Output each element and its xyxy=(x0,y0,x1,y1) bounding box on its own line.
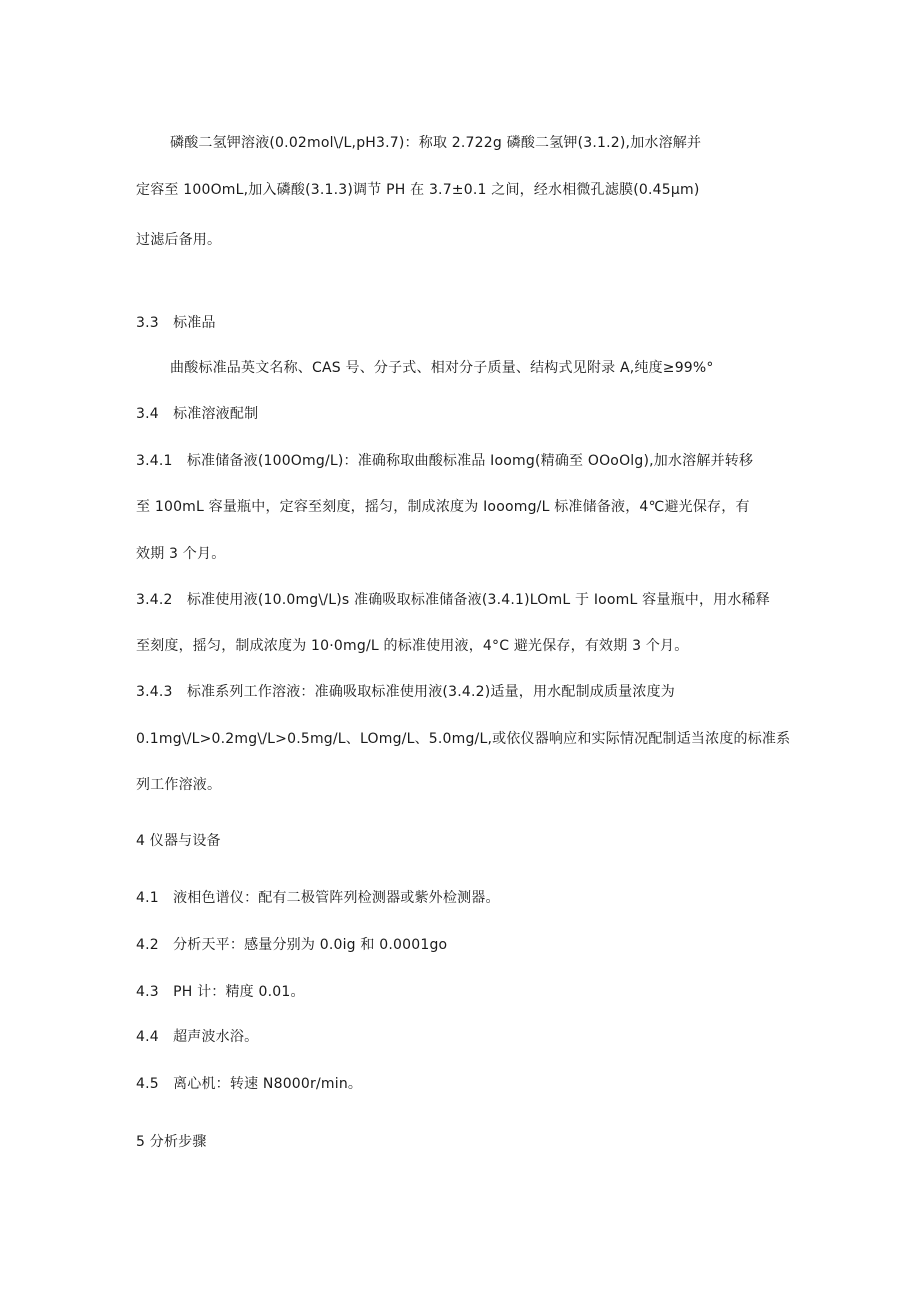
section-3-4-heading: 3.4 标准溶液配制 xyxy=(136,406,259,422)
section-3-4-2-line-1: 3.4.2 标准使用液(10.0mg\/L)s 准确吸取标准储备液(3.4.1)LOmL 于 IoomL 容量瓶中，用水稀释 xyxy=(136,592,770,608)
paragraph-3-1-line-1: 磷酸二氢钾溶液(0.02mol\/L,pH3.7)：称取 2.722g 磷酸二氢钾(3.1.2),加水溶解并 xyxy=(170,135,702,151)
list-item-4-2: 4.2 分析天平：感量分别为 0.0ig 和 0.0001go xyxy=(136,937,448,953)
section-3-4-1-line-3: 效期 3 个月。 xyxy=(136,546,226,562)
section-3-3-heading: 3.3 标准品 xyxy=(136,315,216,331)
paragraph-3-1-line-3: 过滤后备用。 xyxy=(136,232,222,248)
section-5-heading: 5 分析步骤 xyxy=(136,1134,207,1150)
list-item-4-5: 4.5 离心机：转速 N8000r/min。 xyxy=(136,1076,363,1092)
list-item-4-3: 4.3 PH 计：精度 0.01。 xyxy=(136,984,305,1000)
paragraph-3-1-line-2: 定容至 100OmL,加入磷酸(3.1.3)调节 PH 在 3.7±0.1 之间，经水相微孔滤膜(0.45μm) xyxy=(136,182,700,198)
list-item-4-1: 4.1 液相色谱仪：配有二极管阵列检测器或紫外检测器。 xyxy=(136,890,500,906)
section-3-4-1-line-2: 至 100mL 容量瓶中，定容至刻度，摇匀，制成浓度为 Iooomg/L 标准储备液，4℃避光保存，有 xyxy=(136,499,750,515)
section-3-4-3-line-1: 3.4.3 标准系列工作溶液：准确吸取标准使用液(3.4.2)适量，用水配制成质量浓度为 xyxy=(136,684,675,700)
section-3-4-3-line-3: 列工作溶液。 xyxy=(136,777,222,793)
section-3-4-2-line-2: 至刻度，摇匀，制成浓度为 10·0mg/L 的标准使用液，4°C 避光保存，有效期 3 个月。 xyxy=(136,638,689,654)
section-3-3-text: 曲酸标准品英文名称、CAS 号、分子式、相对分子质量、结构式见附录 A,纯度≥99%° xyxy=(170,360,714,376)
list-item-4-4: 4.4 超声波水浴。 xyxy=(136,1029,259,1045)
section-4-heading: 4 仪器与设备 xyxy=(136,833,221,849)
section-3-4-3-line-2: 0.1mg\/L>0.2mg\/L>0.5mg/L、LOmg/L、5.0mg/L,或依仪器响应和实际情况配制适当浓度的标准系 xyxy=(136,731,791,747)
section-3-4-1-line-1: 3.4.1 标准储备液(100Omg/L)：准确称取曲酸标准品 Ioomg(精确至 OOoOlg),加水溶解并转移 xyxy=(136,453,754,469)
